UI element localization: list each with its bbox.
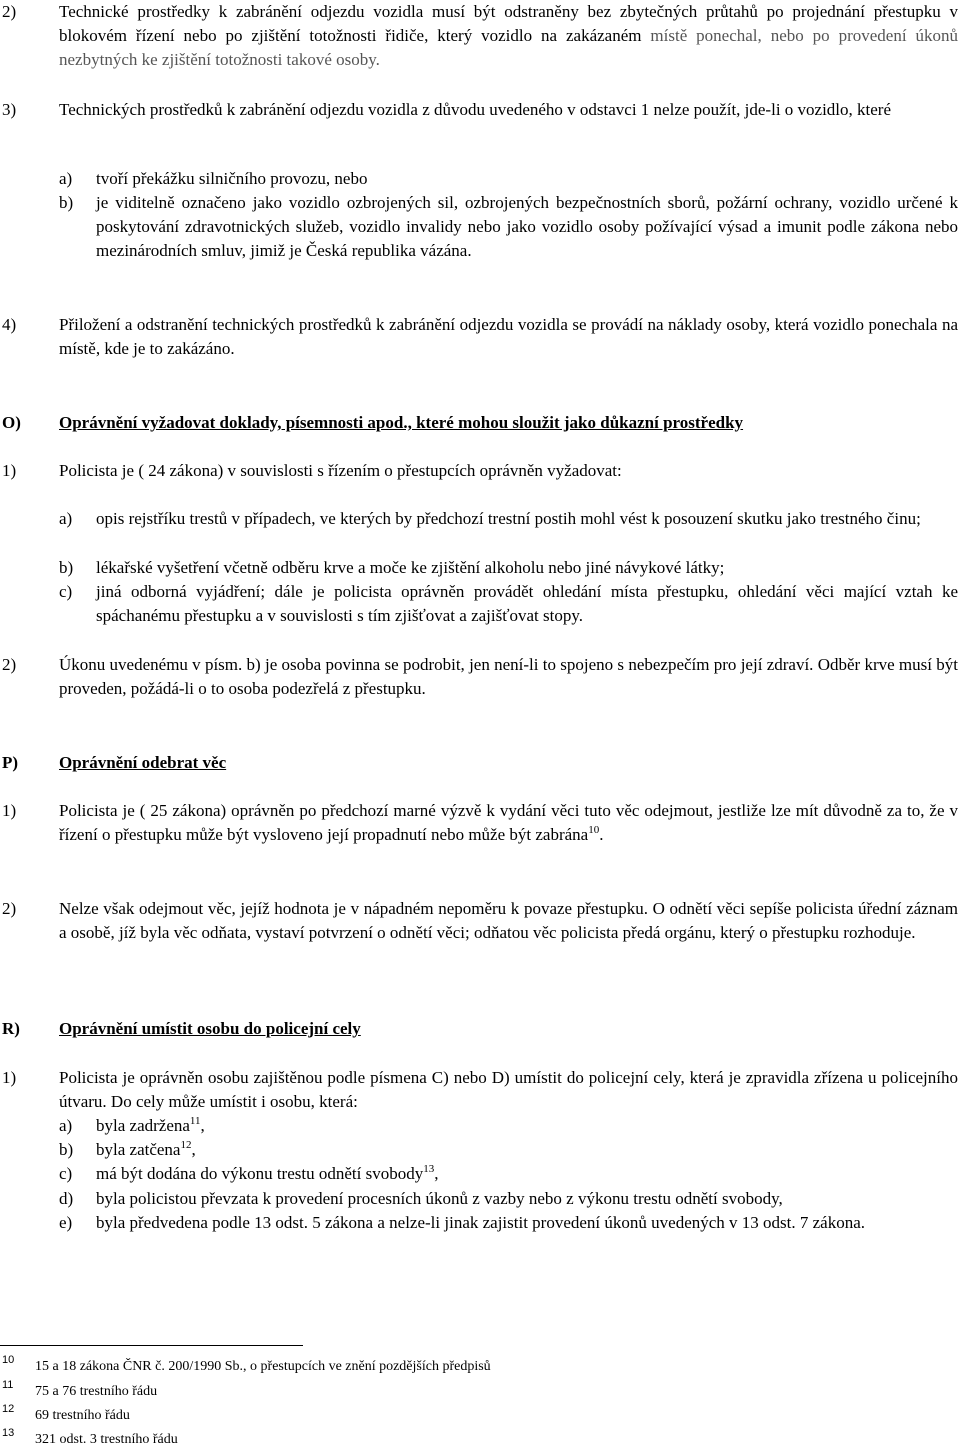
list-item: a) byla zadržena$^{11}$,	[59, 1115, 205, 1135]
paragraph-o-2: 2) Úkonu uvedenému v písm. b) je osoba povinna se podrobit, jen není-li to spojeno s nebezpečím pro její zdraví. Odběr krve musí být proveden, požádá-li o to osoba podezřelá z přestupku.	[2, 655, 958, 698]
footnote-ref[interactable]: 12	[180, 1139, 192, 1151]
footnote-ref[interactable]: 13	[423, 1163, 435, 1175]
section-title: Oprávnění umístit osobu do policejní cely	[59, 1019, 361, 1038]
paragraph-o-1: 1) Policista je ( 24 zákona) v souvislosti s řízením o přestupcích oprávněn vyžadovat:	[2, 461, 622, 480]
section-heading-o: O) Oprávnění vyžadovat doklady, písemnosti apod., které mohou sloužit jako důkazní prostředky	[0, 411, 958, 435]
paragraph-3: 3) Technických prostředků k zabránění odjezdu vozidla z důvodu uvedeného v odstavci 1 nelze použít, jde-li o vozidlo, které	[2, 100, 892, 119]
paragraph-number: 2)	[2, 2, 17, 21]
list-item: d) byla policistou převzata k provedení procesních úkonů z vazby nebo z výkonu trestu odnětí svobody,	[59, 1189, 783, 1208]
footnote: 12 69 trestního řádu	[2, 1403, 130, 1423]
footnote-ref[interactable]: 10	[588, 824, 600, 836]
list-item: a) tvoří překážku silničního provozu, nebo	[59, 169, 368, 188]
list-item: b) je viditelně označeno jako vozidlo ozbrojených sil, ozbrojených bezpečnostních sborů, požární ochrany, vozidlo určené k poskytování zdravotnických služeb, vozidlo invalidy nebo jako vozidlo osoby požívající výsad a imunit podle zákona nebo mezinárodních smluv, jimiž je Česká republika vázána.	[59, 193, 958, 260]
paragraph-4: 4) Přiložení a odstranění technických prostředků k zabránění odjezdu vozidla se provádí na náklady osoby, která vozidlo ponechala na místě, kde je to zakázáno.	[2, 315, 958, 358]
list-item: c) jiná odborná vyjádření; dále je policista oprávněn provádět ohledání místa přestupku, ohledání věci mající vztah ke spáchanému přestupku a v souvislosti s tím zjišťovat a zajišťovat stopy.	[59, 582, 958, 625]
footnote: 13 321 odst. 3 trestního řádu	[2, 1427, 178, 1447]
paragraph-r-1: 1) Policista je oprávněn osobu zajištěnou podle písmena C) nebo D) umístit do policejní cely, která je zpravidla zřízena u policejního útvaru. Do cely může umístit i osobu, která:	[2, 1068, 958, 1111]
list-item: a) opis rejstříku trestů v případech, ve kterých by předchozí trestní postih mohl vést k posouzení skutku jako trestného činu;	[59, 509, 921, 528]
paragraph-2	[0, 0, 958, 72]
footnote-separator	[0, 1345, 303, 1346]
list-item: e) byla předvedena podle 13 odst. 5 zákona a nelze-li jinak zajistit provedení úkonů uvedených v 13 odst. 7 zákona.	[59, 1213, 866, 1232]
section-heading-p: P) Oprávnění odebrat věc	[0, 751, 958, 775]
list-item: b) byla zatčena$^{12}$,	[59, 1139, 196, 1159]
footnote: 10 15 a 18 zákona ČNR č. 200/1990 Sb., o přestupcích ve znění pozdějších předpisů	[2, 1354, 491, 1374]
section-title: Oprávnění vyžadovat doklady, písemnosti apod., které mohou sloužit jako důkazní prostředky	[59, 413, 744, 432]
paragraph-text: Technické prostředky k zabránění odjezdu vozidla musí být odstraněny bez zbytečných průtahů po projednání přestupku v blokovém řízení nebo po zjištění totožnosti řidiče, který vozidlo na zakázaném místě ponechal, nebo po provedení úkonů nezbytných ke zjištění totožnosti takové osoby.	[59, 2, 958, 69]
paragraph-p-1: 1) Policista je ( 25 zákona) oprávněn po předchozí marné výzvě k vydání věci tuto věc odejmout, jestliže lze mít důvodně za to, že v řízení o přestupku může být vysloveno její propadnutí nebo může být zabrána$^{10}$.	[2, 801, 958, 844]
footnote: 11 75 a 76 trestního řádu	[2, 1379, 158, 1399]
footnote-ref[interactable]: 11	[189, 1115, 201, 1127]
list-item: c) má být dodána do výkonu trestu odnětí svobody$^{13}$,	[59, 1163, 439, 1183]
paragraph-p-2: 2) Nelze však odejmout věc, jejíž hodnota je v nápadném nepoměru k povaze přestupku. O odnětí věci sepíše policista úřední záznam a osobě, jíž byla věc odňata, vystaví potvrzení o odnětí věci; odňatou věc policista předá orgánu, který o přestupku rozhoduje.	[2, 899, 958, 942]
section-title: Oprávnění odebrat věc	[59, 753, 227, 772]
list-item: b) lékařské vyšetření včetně odběru krve a moče ke zjištění alkoholu nebo jiné návykové látky;	[59, 558, 725, 577]
section-heading-r: R) Oprávnění umístit osobu do policejní cely	[0, 1017, 958, 1041]
